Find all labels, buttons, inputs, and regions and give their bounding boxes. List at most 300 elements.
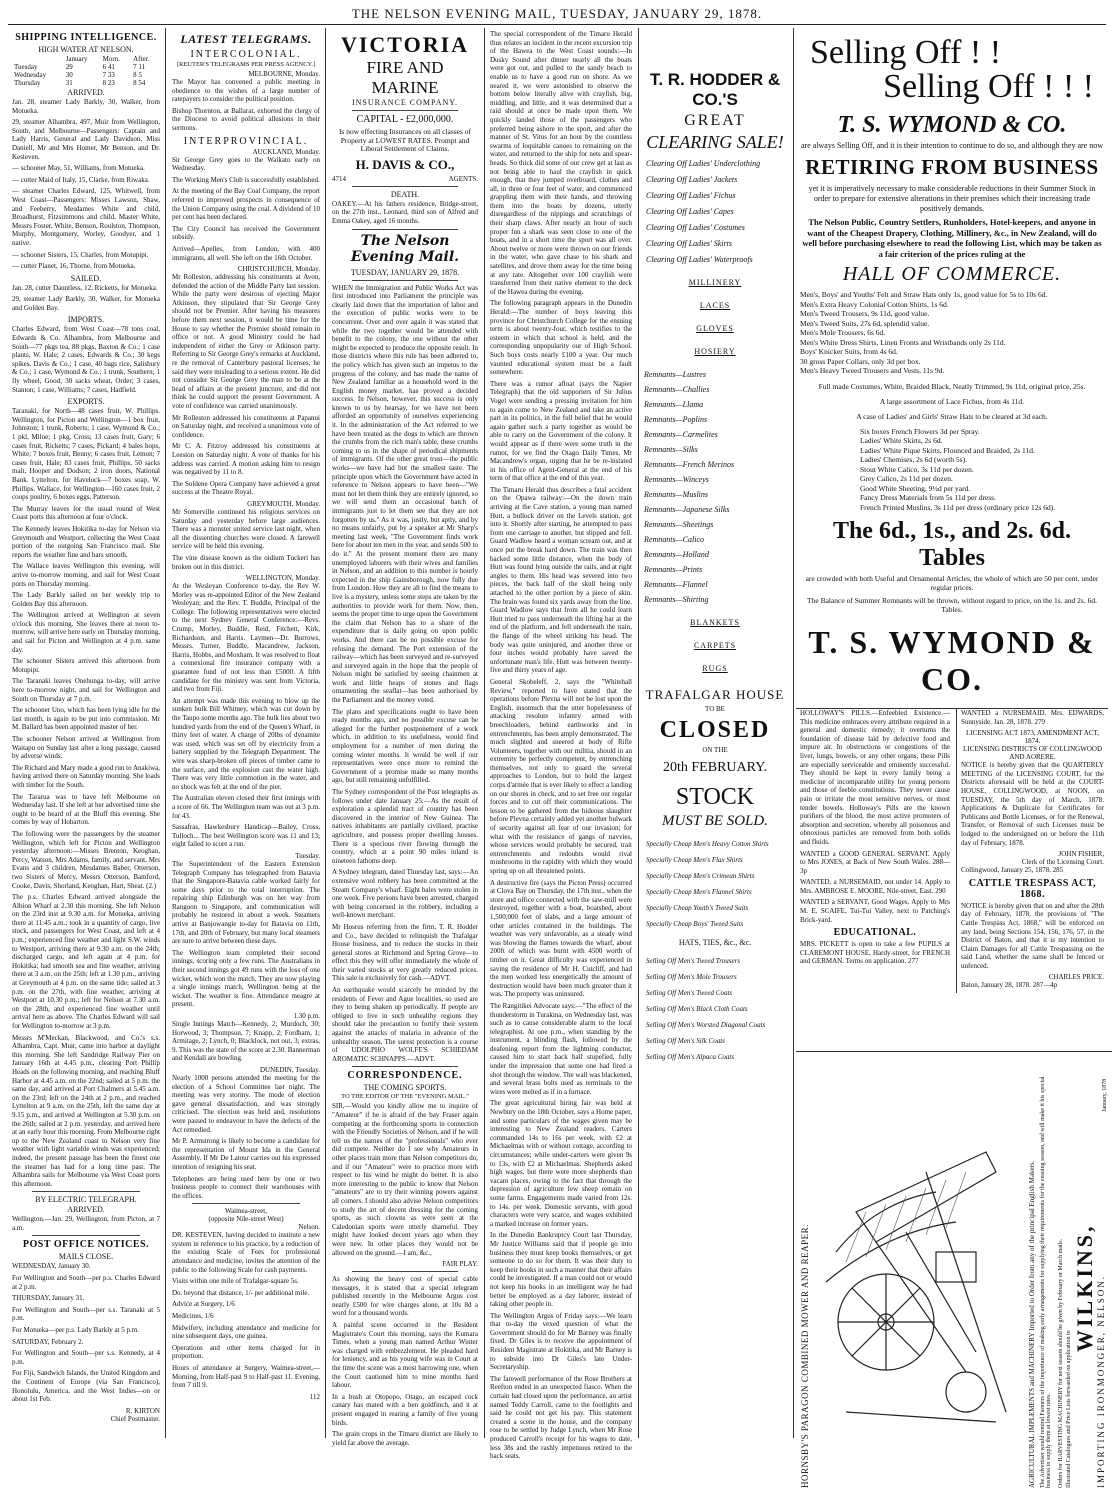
price-item: Men's Tweed Trousers, 9s 11d, good value. (800, 309, 930, 318)
shipping-heading: SHIPPING INTELLIGENCE. (15, 32, 157, 43)
price-item: Six boxes French Flowers 3d per Spray. (860, 426, 980, 436)
column-shipping (8, 30, 164, 1435)
address-town: Nelson. (298, 1223, 320, 1232)
closing-date: 20th FEBRUARY. (663, 760, 767, 775)
telegraph-arrived: ARRIVED. (67, 1205, 105, 1215)
pickett-ad: MRS. PICKETT is open to take a few PUPILS at CLAREMONT HOUSE, Hardy-street, for FRENCH and GERMAN. Terms on application. 277 (800, 940, 950, 966)
telegram-paragraph: The Wellington team completed their second innings, scoring only a few runs. The Australians in their second innings got 49 runs with the loss of one wicket, which won the match. They are now playing a single innings match, Wellington being at the wicket. The weather is fine. Attendance meagre at present. (172, 948, 320, 1009)
dateline: AUCKLAND, Monday. (252, 147, 320, 156)
arrived-heading: ARRIVED. (67, 88, 105, 97)
remnant-item: Remnants—Sheetings (644, 520, 714, 529)
telegram-paragraph: An attempt was made this evening to blow up the sunken hulk Bill Whitney, which was cut down by the Taupo some months ago. The hulk lies about two hundred yards from the end of the Queen's Wharf, in thirty feet of water. A charge of 20lbs of dynamite was used, which was set off by electricity from a battery supplied by the Telegraph Department. The wire was sharp-broken off pieces of timber came to the surface, and the explosion cast the water high. There was very little commotion in the water, and no shock was felt at the end of the pier. (172, 696, 320, 791)
lace-line: A large assortment of Lace Fichus, from 4s 11d. (879, 396, 1025, 406)
divider (32, 1235, 140, 1236)
fee-entry: Hours of attendance at Surgery, Waimea-street,—Morning, from Half-past 9 to Half-past 11. Evening, from 7 till 9. (172, 1364, 320, 1390)
wilkins-date: January, 1878 (1102, 1078, 1108, 1112)
remnant-item: Remnants—Challies (644, 385, 710, 394)
insurance-label: INSURANCE COMPANY. (351, 98, 459, 107)
fisher-signature: JOHN FISHER, (1058, 850, 1104, 859)
sailing-entry: 29, steamer Lady Barkly, 30, Walker, for Motueka and Golden Bay. (12, 295, 160, 312)
news-paragraph: There was a rumor afloat (says the Napier Telegraph) that the old supporters of Sir Julius Vogel were sending a pressing invitation for him to again come to New Zealand and take an active part in its politics, in the full belief that he would again gather such a party together as would be able to carry on the Government of the colony. It would appear as if there were some truth in the rumor, for we find the Otago Daily Times, Mr Macandrew's organ, urging that he be re-instated in his office of Agent-General at the end of his term of that office at the end of this year. (490, 379, 632, 483)
telegram-paragraph: At the Wesleyan Conference to-day, the Rev W. Morley was re-appointed Editor of the New Zealand Wesleyan; and the Rev. T. Buddle, Principal of the College. The following representatives were elected to the next Sydney General Conference:—Revs. Crump, Morley, Buddle, Reid, Fitchett, Kirk, Richardson, and Harris. Laymen—Dr. Burrows, Messrs. Turner, Buddle, Macandrew, Jackson, Harris, Hobbs, and Moxham. It was resolved to float a connexional fire insurance company with a guarantee fund of not less than £5000. A fifth candidate for the ministry was sent from Victoria, and two from Fiji. (172, 582, 320, 694)
sailed-heading: SAILED. (70, 273, 102, 283)
telegram-paragraph: Sir George Grey goes to the Waikato early on Wednesday. (172, 155, 320, 173)
clearing-sale-title: CLEARING SALE! (646, 132, 784, 152)
agents-line (332, 175, 478, 183)
clearing-list (644, 159, 786, 264)
stock-title: STOCK (675, 784, 755, 810)
dateline: GREYMOUTH, Monday. (247, 499, 320, 508)
divider (352, 110, 458, 111)
remnant-item: Remnants—Calico (644, 535, 704, 544)
post-list (12, 1262, 160, 1403)
post-entry: For Motueka—per p.s. Lady Barkly at 5 p.m. (12, 1326, 139, 1335)
to-be-label: TO BE (705, 705, 725, 713)
wanted-ad: WANTED, a NURSEMAID, not under 14. Apply to Mrs. AMBROSE E. MOORE, Nile-street, East. 290 (800, 878, 950, 895)
wanted-ad: WANTED a SERVANT, Good Wages. Apply to Mrs M. E. SCAIFE, Tui-Tui Valley, next to Patching's Brick-yard. (800, 898, 950, 924)
special-item: Specially Cheap Boys' Tweed Suits (646, 920, 744, 928)
price-item: Ladies' Chemises, 2s 6d (worth 5s). (860, 455, 967, 464)
telegram-paragraph: Mr Rolleston, addressing his constituents at Avon, defended the action of the Middle Party last session. While the party were desirous of ejecting Major Atkinson, they stipulated that Sir George Grey should not be Premier. After having his measures before them next session, it would be time for the House to say whether the Premier should remain in office or not. A good Ministry could be had independent of either the Grey or Atkinson party. Referring to Sir George Grey's remarks at Auckland, re the removal of Canterbury pastoral licenses, he said they were misleading to a serious extent. He did not consider Sir George Grey the man to be at the head of affairs at the present juncture, and did not think he could support the present Government. A vote of confidence was carried unanimously. (172, 273, 320, 410)
kesteven-ad: DR. KESTEVEN, having decided to institute a new system in reference to his practice, by a reduction of the existing Scale of Fees for professional attendance and medicine, invites the attention of the public to the following Scale for cash payments. (172, 1231, 320, 1274)
reaper-title: HORNSBY'S PARAGON COMBINED MOWER AND REAPER. (800, 1224, 810, 1488)
telegram-paragraph: The vine disease known as the oidium Tuckeri has broken out in this district. (172, 553, 320, 571)
selling-off-item: Selling Off Men's Black Cloth Coats (646, 1005, 748, 1013)
shipping-paragraph: The Kennedy leaves Hokitika to-day for Nelson via Greymouth and Westport, collecting the West Coast portion of the outgoing San Francisco mail. She reports the weather fine and bars smooth. (12, 524, 160, 559)
dateline: MELBOURNE, Monday. (248, 70, 320, 78)
wanted-ad: WANTED a GOOD GENERAL SERVANT. Apply to Mrs JONES, at Back of New South Wales. 288—3p (800, 849, 950, 875)
arrival-entry: — cutter Planet, 16, Thorne, from Motueka. (12, 262, 136, 271)
shipping-paragraph: The Richard and Mary made a good run to Anakiwa, having arrived there on Saturday morning. She loads with timber for the South. (12, 763, 160, 789)
clearing-item: Clearing Off Ladies' Skirts (646, 239, 732, 248)
wymond-intro: are always Selling Off, and it is their intention to continue to do so, and although they are now (800, 141, 1103, 150)
price-item: Stout White Calico, 3s 11d per dozen. (860, 464, 974, 474)
special-item: Specially Cheap Men's Flannel Shirts (646, 888, 752, 896)
post-sub: MAILS CLOSE. (58, 1252, 114, 1262)
category-item: HOSIERY (694, 347, 736, 356)
remnant-item: Remnants—French Merinos (644, 460, 735, 469)
costumes-line: Full made Costumes, White, Braided Black, Neatly Trimmed, 9s 11d, original price, 25s. (818, 381, 1086, 391)
telegram-paragraph: Sassafras, Hawkesbury Handicap—Bailey, Cross, Tulloch... The best Wellington score was 11 and 13; eight failed to score a run. (172, 823, 320, 849)
news-block (490, 30, 632, 1461)
insurance-body: Is now effecting Insurances on all classes of Property at LOWEST RATES. Prompt and Liberal Settlement of Claims. (338, 127, 472, 154)
agri-text-2: The Advertiser would remind Farmers of the importance of making early arrangements for supplying their requirements for the ensuing season, and will make it his special business to supply them at lowest rates. (1040, 1076, 1052, 1488)
remnant-item: Remnants—Flannel (644, 580, 708, 589)
educational-heading: EDUCATIONAL. (833, 927, 917, 939)
editorial-body (332, 284, 478, 1064)
tide-col-header: January (65, 55, 88, 63)
news-paragraph: The Wellington Argus of Friday says:—We learn that to-day the vexed question of what the Government should do for Mr Barney was finally fixed. Dr Giles is to receive the appointment of Resident Magistrate at Hokitika, and Mr Barney is to subside into Dr Giles's late Under-Secretaryship. (490, 1311, 632, 1372)
arrival-entry: — schooner May, 51, Williams, from Motueka. (12, 164, 145, 173)
shipping-paragraph: The Wellington arrived at Wellington at seven o'clock this morning. She leaves there at noon to-morrow, will arrive here early on Thursday morning, and sail for Picton and Wellington at 4 p.m. same day. (12, 611, 160, 654)
selling-off-title-2: Selling Off ! ! ! (883, 68, 1094, 105)
clearing-item: Clearing Off Ladies' Capes (646, 207, 734, 216)
divider (352, 1271, 458, 1272)
wilkins-name: WILKINS, (1072, 1223, 1097, 1352)
category-item: MILLINERY (688, 278, 742, 287)
tide-row: Tuesday 29 6 41 7 11 (14, 63, 146, 71)
dateline: DUNEDIN, Tuesday. (259, 1065, 320, 1074)
correspondence-to: TO THE EDITOR OF THE "EVENING MAIL." (341, 1093, 469, 1101)
tide-row: Wednesday 30 7 33 8 5 (14, 71, 142, 79)
clearing-item: Clearing Off Ladies' Underclothing (646, 159, 761, 168)
divider (192, 1203, 300, 1204)
news-block (172, 508, 320, 571)
telegram-paragraph: Bishop Thornton, at Ballarat, exhorted the clergy of the Diocese to avoid political allusions in their sermons. (172, 106, 320, 132)
capital-text: CAPITAL - £2,000,000. (356, 114, 454, 125)
column-divider (638, 28, 639, 1438)
category-item: CARPETS (693, 641, 737, 650)
remnant-item: Remnants—Lustres (644, 370, 706, 379)
telegrams-heading: LATEST TELEGRAMS. (180, 32, 312, 46)
shipping-paragraph: The Tararua was to have left Melbourne on Wednesday last. If she left at her advertised time she ought to be heard of at the Bluff this evening. She comes by way of Hobarton. (12, 792, 160, 827)
holloway-ad: HOLLOWAY'S PILLS.—Enfeebled Existence.—This medicine embraces every attribute required in a general and domestic remedy; it overturns the foundation of disease laid by defective food and impure air. In obstructions or congestions of the liver, lungs, bowels, or any other organs, these Pills are especially serviceable and eminently successful. They should be kept in every family being a medicine of incomparable utility for young persons and those of feeble constitutions. They never cause pain or irritate the most sensitive nerves, or most tender bowels. Holloway's Pills are the known purifiers of the blood, the most active promoters of absorption and secretion, whereby all poisonous and obnoxious particles are removed from both solids and fluids. (800, 709, 950, 846)
selling-off-item: Selling Off Men's Tweed Trousers (646, 957, 741, 965)
column-telegrams (168, 30, 324, 1435)
fisher-date: Collingwood, January 25, 1878. 285 (961, 866, 1064, 875)
news-block (172, 273, 320, 497)
selling-off-item: Selling Off Men's Silk Coats (646, 1037, 725, 1045)
editorial-paragraph: A Sydney telegram, dated Thursday last, says:—An extensive wool robbery has been committed at the Steam Company's wharf. Eight bales were stolen in one week. Five persons have been arrested, charged with being concerned in the robbery, including a well-known merchant. (332, 868, 478, 920)
news-paragraph: A destructive fire (says the Picton Press) occurred at Clova Bay on Thursday, the 17th inst., when the store and office connected with the saw-mill were destroyed, together with a boat, boatshed, about 1,500,000 feet of slabs, and a large amount of other articles contained in the buildings. The weather was very unfavorable, as a steady wind was blowing the flames towards the wharf, about 200ft of which was burnt with 4500 worth of timber on it. Great difficulty was experienced in saving the residence of Mr H. Cutcliff, and had the men worked less energetically the amount of destruction would have been much greater than it was. The property was uninsured. (490, 878, 632, 999)
agri-text: AGRICULTURAL IMPLEMENTS and MACHINERY Imported to Order from any of the principal English Makers. (1028, 1160, 1036, 1488)
price-list (800, 427, 1104, 513)
news-paragraph: The special correspondent of the Timaru Herald thus relates an incident in the recent excursion trip of the Hawea to the West Coast sounds:—In Dusky Sound after dinner nearly all the boats were got out, and pulled to the sandy beach to enable us to have a good run on shore. As we neared it, we were astonished to observe the bottom below literally alive with crayfish, big, middling, and little, and it was determined that a raid should at once be made upon them. We quickly landed those of the passengers who preferred being ashore to the sport, and after the manner of St. Vitus for an hour by the countless swarms of loquitable canoes to remaining on the water, and returned to the ship for nets and spear-heads. So thick did some of our crew get at last as not being able to haul the crayfish in quick enough, that they jumped overboard, clothes and all, in three or four feet of water, and commenced grappling them with their hands, and throwing them into the boats by dozens, utterly disregardless of the nippings and scratchings of their sharp claws. After nearly an hour of such proper fun a shark was seen close to one of the boats, and in a short time the sport was all over. About twelve or more were thrown on our friends in the water, who gave chase to his shark and satellites, and drove them away for the time being at any rate. Altogether over 100 crayfish were transferred from their native element to the deck of the Hawea during the evening. (490, 30, 632, 296)
remnant-item: Remnants—Muslins (644, 490, 708, 499)
great-label: GREAT (684, 112, 746, 129)
price-item: French Printed Muslins, 3s 11d per dress (ordinary price 12s 6d). (860, 502, 1056, 512)
correspondence-sub: THE COMING SPORTS. (363, 1083, 447, 1093)
hats-line: A case of Ladies' and Girls' Straw Hats to be cleared at 3d each. (856, 411, 1048, 421)
dateline: WELLINGTON, Monday. (245, 574, 320, 583)
fee-entry: Operations and other items charged for in proportion. (172, 1343, 320, 1361)
shipping-paragraph: The schooner Uno, which has been lying idle for the last month, is again to be put into commission. Mr M. Ballard has been appointed master of her. (12, 706, 160, 732)
column-divider (793, 28, 794, 1438)
news-paragraph: The great agricultural hiring fair was held at Newbury on the 18th October, says a Home paper, and some particulars of the wages given may be interesting to New Zealand readers. Carters commanded 14s to 16s per week, with £2 at Michaelmas with or without cottage, according to circumstances; while under-carters were given 9s to 13s, with £2 at Michaelmas. Shepherds asked high wages, but there were more shepherds than vacant places, owing to the fact that through the depression of agriculture few sheep remain on some farms. Engagements made varied from 12s. to 14s. per week. Domestic servants, with good characters were very scarce, and wages exhibited a marked increase on former years. (490, 1099, 632, 1228)
selling-off-item: Selling Off Men's Tweed Coats (646, 989, 733, 997)
editorial-paragraph: WHEN the Immigration and Public Works Act was first introduced into Parliament the principle was clearly laid down that the importation of labor and the execution of public works were to be concurrent. Over and over again it was stated that while the two together would be attended with benefit to the colony, the one without the other might be expected to produce the opposite result. In those districts where this rule has been adhered to, the policy which has given such an impetus to the progress of the colony, and has made the name of New Zealand familiar as a household word in the English money market, has proved a decided success. In Nelson, however, this success is only known to us by hearsay, for we have not been afforded an opportunity of ourselves experiencing it. In the administration of the Act referred to we have been treated as the dogs to which are thrown the crumbs from the rich man's table, these crumbs coming to us in the shape of periodical shipments of immigrants. Of the other great trust—the public works—we have had but the smallest taste. The principle upon which the Government have acted in reference to Nelson appears to have been—"We must not let them think they are entirely ignored, so we will send them an occasional batch of immigrants just to let them see that they are not forgotten by us." As it was, justly, but aptly, and by no means unfairly, put by a speaker at Mr Sharp's meeting last week, "The Government finds work here for about ten men in the year, and sends 500 to do it." At the present moment there are many unemployed laborers with their wives and families in Nelson, and an addition to this number is hourly expected in the ship Gainsborough, now fully due from London. How they are all to find the means to live is a mystery, unless some steps are taken by the authorities to provide work for them. Now, then, seems the proper time to urge upon the Government the claim that Nelson has to a share of the expenditure that is daily going on upon public works. And there can be no possible excuse for refusing the demand. The Port extension of the railway—which has been surveyed and re-surveyed and surveyed again in the hope that the people of Nelson might be satisfied by seeing chainmen at work and little heaps of stones and flags ornamenting the seaflat—has been authorised by the Parliament and the money voted. (332, 283, 478, 705)
telegram-paragraph: The Superintendent of the Eastern Extension Telegraph Company has telegraphed from Batavia that the Singapore-Batavia cable worked fairly for some days prior to the total interruption. The repairing ship Edinburgh was on her way from Rangoon to Singapore, and communication will probably be restored in about a week. Steamers arrive at Banjowangie to-day for Batavia on 11th, 17th, and 20th of February, but many local steamers are sure to arrive between these days. (172, 859, 320, 946)
public-notice: The Nelson Public, Country Settlers, Runholders, Hotel-keepers, and anyone in want of the Cheapest Drapery, Clothing, Millinery, &c., in New Zealand, will do well before purchasing elsewhere to read the following List, which may be taken as a fair criterion of the prices ruling at the (802, 217, 1102, 259)
telegram-paragraph: The Mayor has convened a public meeting in obedience to the wishes of a large number of ratepayers to consider the political position. (172, 78, 320, 104)
fee-entry: Advice at Surgery, 1/6 (172, 1300, 235, 1309)
telegram-paragraph: The City Council has received the Government subsidy. (172, 224, 320, 242)
remnant-item: Remnants—Poplins (644, 415, 708, 424)
divider (352, 1066, 458, 1067)
hall-of-commerce: HALL OF COMMERCE. (842, 263, 1062, 285)
news-paragraph: In the Dunedin Bankruptcy Court last Thursday, Mr Justice Williams said that if people go into business they must keep books themselves, or get someone to do so for them. It was their duty to keep their books in such a manner that their affairs could be investigated. If a man could not or would not keep his books in an intelligent way he had better be employed as a day laborer, instead of taking other people in. (490, 1231, 632, 1309)
clearing-item: Clearing Off Ladies' Fichus (646, 191, 736, 200)
divider (32, 1191, 140, 1192)
news-paragraph: The farewell performance of the Rose Brothers at Reefton ended in an unexpected fiasco. When the curtain had closed upon the performance, an artist named Teddy Carroll, came to the footlights and said he could not get his pay. This statement created a scene in the house, and the company rose to be settled by Judge Lynch, when Mr Rose produced Carroll's receipt for his wages to date, less 38s and the rashly impetuous retired to the back seats. (490, 1374, 632, 1461)
price-signature: CHARLES PRICE. (1048, 973, 1104, 982)
letter-signature: FAIR PLAY. (442, 1260, 478, 1269)
hats-ties: HATS, TIES, &c., &c. (678, 938, 752, 947)
telegram-paragraph: Single Innings Match—Kennedy, 2; Murdoch, 30; Horwood, 3; Thompson, 7; Knapp, 2; Fordham, 1; Armitage, 2; Lynch, 0; Blacklock, not out, 3; extras, 9. This was the state of the score at 2.30. Bannerman and Kendall are bowling. (172, 1020, 320, 1063)
editorial-paragraph: The plans and specifications ought to have been ready months ago, and no possible excuse can be alleged for the further postponement of a work which, in addition to its usefulness, would find employment for a number of men during the coming winter months. It would be well if our representatives were once more to remind the Government of a promise made so many months ago, but still remaining unfulfilled. (332, 707, 478, 785)
news-block (172, 1074, 320, 1172)
dateline: 1.30 p.m. (293, 1012, 320, 1020)
editorial-paragraph: Mr Hosrus referring from the firm, T. R. Hodder and Co., have decided to relinquish the Trafalgar House business, and to reduce the stocks in their general stores at Richmond and Spring Grove—to effect this they will offer immediately the whole of their varied stocks at very greatly reduced prices. This sale is exclusively for cash.—ADVT. (332, 922, 478, 983)
exports-heading: EXPORTS. (67, 397, 105, 407)
arrival-entry: — cutter Maid of Italy, 15, Clarke, from Riwaka. (12, 175, 150, 184)
on-the-label: ON THE (702, 746, 728, 754)
fee-entry: Midwifery, including attendance and medicine for nine subsequent days, one guinea. (172, 1323, 320, 1341)
news-paragraph: In a bush at Otopopo, Otago, an escaped cock canary has mated with a hen goldfinch, and it at present engaged in rearing a family of five young birds. (332, 1392, 478, 1427)
telegram-paragraph: Mr C. A. Fitzroy addressed his constituents at Leeston on Saturday night. A vote of thanks for his address was carried. A motion asking him to resign was negatived by 11 to 8. (172, 442, 320, 477)
agents-label: AGENTS. (448, 174, 478, 183)
paper-date: TUESDAY, JANUARY 29, 1878. (350, 267, 460, 277)
shipping-paragraph: The Taranaki leaves Onehunga to-day, will arrive here to-morrow night, and sail for Wellington and South on Thursday at 7 p.m. (12, 677, 160, 703)
fee-entry: Medicines, 1/6 (172, 1312, 214, 1321)
address: Waimea-street, (225, 1207, 267, 1216)
agri-text-3: Orders for HARVESTING MACHINERY for next season should be given by February or March mails. (1058, 1238, 1064, 1488)
category-list (644, 618, 786, 673)
column-divider (325, 28, 326, 1438)
shipping-paragraph: The Lady Barkly sailed on her weekly trip to Golden Bay this afternoon. (12, 591, 160, 608)
selling-off-item: Selling Off Men's Worsted Diagonal Coats (646, 1021, 766, 1029)
must-be-sold: MUST BE SOLD. (662, 813, 768, 829)
selling-off-item: Selling Off Men's Alpaca Coats (646, 1053, 735, 1061)
category-item: GLOVES (696, 324, 734, 333)
licensing-body: NOTICE is hereby given that the QUARTERLY MEETING of the LICENSING COURT, for the Districts aforesaid will be held at the COURT-HOUSE, COLLINGWOOD, at NOON, on TUESDAY, the 5th day of March, 1878. Applications & Duplicate for Certificates for Publicans and Bottle Licenses, or for the Renewal, Transfer, or Removal of such Licenses must be lodged to the undersigned on or before the 11th day of February, 1878. (961, 761, 1104, 847)
price-item: Grey Calico, 2s 11d per dozen. (860, 474, 953, 483)
post-entry: For Wellington and South—per s.s. Taranaki at 5 p.m. (12, 1305, 160, 1323)
selling-off-list (644, 957, 786, 1061)
price-date: Baton, January 28, 1878. 287—4p (961, 981, 1058, 990)
news-block (172, 860, 320, 1009)
news-paragraph: Telephones are being used here by one or two business people to connect their warehouses with the offices. (172, 1174, 320, 1200)
special-item: Specially Cheap Men's Flax Shirts (646, 856, 743, 864)
news-block (172, 156, 320, 263)
telegram-paragraph: Mr Rolleston addressed his constituents at Papanui on Saturday night, and received a unanimous vote of confidence. (172, 413, 320, 439)
remnant-item: Remnants—Prints (644, 565, 703, 574)
tide-row: Thursday 31 8 23 8 54 (14, 79, 146, 87)
price-item: 30 gross Paper Collars, only 3d per box. (800, 356, 921, 366)
category-item: LACES (699, 301, 731, 310)
post-entry: WEDNESDAY, January 30. (12, 1262, 91, 1271)
right-small-ads (956, 709, 1104, 993)
remnant-item: Remnants—Holland (644, 550, 709, 559)
fee-entry: Visits within one mile of Trafalgar-square 5s. (172, 1277, 299, 1286)
tide-col-header: After. (133, 55, 150, 63)
remnant-item: Remnants—Llama (644, 400, 704, 409)
interprovincial-heading: INTERPROVINCIAL. (183, 135, 309, 147)
arrival-entry: — steamer Charles Edward, 125, Whitwell, from West Coast—Passengers: Misses Lawson, Shaw, and Feeberry, Mesdames White and child, Broadhurst, Fitzsimmons and child, Master White, Messrs Foster, White, Benson, Roulston, Thompson, Murphy, Montgomery, Worley, Goodyer, and 1 native. (12, 187, 160, 247)
price-item: Good White Sheeting, 9½d per yard. (860, 483, 971, 493)
clearing-item: Clearing Off Ladies' Waterproofs (646, 255, 753, 264)
price-item: Boys' Knicker Suits, from 4s 6d. (800, 347, 898, 356)
news-paragraph: The Rangitikei Advocate says:—"The effect of the thunderstorm in Turakina, on Wednesday last, was such as to cause considerable alarm to the local telegraphist. At one p.m., when standing by the instrument, a blinding flash, followed by the deafening report from the lightning conductor, caused him to start back half stupefied, fully under the impression that some one had fired a shot through the window. The wall was blackened, and several brass bolts used as terminals to the wires were melted as if in a furnace. (490, 1001, 632, 1096)
correspondence-heading: CORRESPONDENCE. (347, 1070, 463, 1082)
telegram-paragraph: The Australian eleven closed their first innings with a score of 66. The Wellington team was out at 3 p.m. for 43. (172, 794, 320, 820)
telegram-paragraph: The Working Men's Club is successfully established. (172, 175, 320, 184)
telegram-paragraph: Nearly 1000 persons attended the meeting for the election of a School Committee last night. The meeting was very stormy. The mode of election gave general dissatisfaction, and was strongly criticised. The election was held and, resolutions were passed to endeavour to have the defects of the Act remedied. (172, 1073, 320, 1134)
price-item: Fancy Dress Materials from 5s 11d per dress. (860, 493, 996, 502)
post-signature-title: Chief Postmaster. (110, 1414, 160, 1423)
intercolonial-heading: INTERCOLONIAL. (190, 49, 302, 60)
special-item: Specially Cheap Men's Heavy Cotton Shirts (646, 840, 769, 848)
column-wymond-ad (796, 30, 1108, 1488)
special-item: Specially Cheap Youth's Tweed Suits (646, 904, 749, 912)
clearing-item: Clearing Off Ladies' Costumes (646, 223, 745, 232)
remnant-item: Remnants—Japanese Silks (644, 505, 730, 514)
death-heading: DEATH. (390, 189, 420, 199)
trafalgar-title: TRAFALGAR HOUSE (645, 687, 785, 702)
post-entry: For Wellington and South—per p.s. Charles Edward at 2 p.m. (12, 1274, 160, 1291)
shipping-paragraph: The Murray leaves for the usual round of West Coast ports this afternoon at four o'clock. (12, 504, 160, 522)
remnants-list (644, 370, 786, 604)
telegram-paragraph: The Soldene Opera Company have achieved a great success at the Theatre Royal. (172, 479, 320, 497)
post-entry: SATURDAY, February 2. (12, 1337, 84, 1346)
agent-name: H. DAVIS & CO., (355, 156, 455, 172)
death-notice: OAKEY.—At his fathers residence, Bridge-street, on the 27th inst., Leonard, third son of Alfred and Emma Oakey, aged 16 months. (332, 199, 478, 225)
wanted-ads (800, 850, 950, 925)
price-item: Men's Heavy Tweed Trousers and Vests, 11s 9d. (800, 366, 945, 375)
imports-text: Charles Edward, from West Coast—78 tons coal, Edwards & Co. Alhambra, from Melbourne and South—77 pkgs tea, 88 pkgs, Baxton & Co.; 1 case plants, W. Hale; 2 cases, Edwards & Co.; 30 kegs spikes, Davis & Co.; 1 case, 40 bags rice, Salisbury & Co.; 1 case, Wymond & Co.; 1 trunk, Southern; 1 fly wheel, Good; 30 sacks wheat, Order; 3 cases, Stanton; 1 case, Williams; 7 cases, Hadfield. (12, 325, 160, 394)
agri-text-4: Illustrated Catalogues and Price Lists forwarded on application to (1066, 1330, 1072, 1488)
news-paragraph: The following paragraph appears in the Dunedin Herald:—The number of boys leaving this province for Christchurch College for the ensuing term is about twenty-four, which testifies to the esteem in which that school is held, and the corresponding unpopularity our of High School. Such boys costs nearly £100 a year. Our much vaunted educational system must be a fault somewhere. (490, 299, 632, 377)
news-paragraph: As showing the heavy cost of special cable messages, it is stated that a special telegram published recently in the Melbourne Argus cost nearly £500 for wire charges alone, at 10s 8d a word for a thousand words. (332, 1275, 478, 1318)
masthead: THE NELSON EVENING MAIL, TUESDAY, JANUARY 29, 1878. (351, 6, 763, 21)
editorial-paragraph: An earthquake would scarcely be minded by the residents of Fever and Ague localities, so used are they to being shaken up periodically. If people are obliged to live in such unhealthy regions they should take the precaution to fortify their system against the attacks of malaria in advance of the unhealthy season. The surest protection is a course of UDOLPHO WOLFE'S SCHIEDAM AROMATIC SCHNAPPS.—ADVT. (332, 986, 478, 1063)
editorial-paragraph: The Sydney correspondent of the Post telegraphs as follows under date January 25:—As the result of exploration a splendid tract of country has been discovered in the interior of New Guinea. The natives inhabitants are partially civilised, practise agriculture, and possess proper dwelling houses. There is a specious river flowing through the country, which at a point 90 miles inland is nineteen fathoms deep. (332, 788, 478, 865)
arrival-entry: 29, steamer Alhambra, 497, Muir from Wellington, South, and Melbourne—Passengers: Captain and Lady Harris, General and Lady Davidson, Miss Daniell, Mr and Mrs Homer, Mr Benson, and Dr. Kesteven. (12, 118, 160, 161)
post-entry: THURSDAY, January 31. (12, 1294, 85, 1303)
fire-marine-title: FIRE AND MARINE (366, 58, 444, 97)
news-block (172, 582, 320, 849)
letter-body: SIR,—Would you kindly allow me to inquire of "Amateur" if he is afraid of the bay Fraser again competing at the forthcoming sports in connection with the Friendly Societies of Nelson, and if he will tell us the names of the "professionals" who ever did compete. Neither do I see why Amateurs in other places train more than Nelson competitors do, and if our "Amateur" were to practice more with respect to his wind he might do better. It is also more interesting to the public to know that Nelson "amateurs" are to try their winning powers against all comers. I should also advise Nelson competitors to study the art of decent dressing for the coming sports, as such clowns as were seen at the Caledonian sports were utterly shameful. They might have looked decent years ago when they were new. In other places they would not be allowed on the ground.—I am, &c., (332, 1102, 478, 1257)
left-small-ads (800, 709, 950, 969)
tide-heading: HIGH WATER AT NELSON. (38, 45, 134, 54)
news-paragraph: The grain crops in the Timaru district are likely to yield far above the average. (332, 1430, 478, 1447)
clearing-item: Clearing Off Ladies' Jackets (646, 175, 738, 184)
news-paragraph: General Skobeleff, 2, says the "Whitehall Review," reported to have stated that the operations before Plevna will not be lost upon the English, insomuch that the utter hopelessness of attacking resolute infantry armed with breechloaders, behind earthworks and in entrenchments, has been amply demonstrated. The much slighted and sneered at body of Rifle Volunteers, together with our militia, should in an extremity be perfectly competent, by entrenching themselves, not only to guard the several approaches to London, but to hold the largest corps d'armée that is ever likely to effect a landing on our shores in check, and to set free our regular forces and to cut off their communications. The lesson to be gathered from the hideous slaughter before Plevna certainly added yet another bulwark of security against all fear of our invasion; for what with the resistance of gangs of navvies, whose services would probably be secured, trait entrenchments and redoubts would rival mushrooms in the rapidity with which they would spring up on all threatened points. (490, 677, 632, 875)
hodder-title: T. R. HODDER & CO.'S (649, 70, 781, 109)
licensing-district: LICENSING DISTRICTS OF COLLINGWOOD AND AORERE. (962, 745, 1103, 762)
tables-sub: are crowded with both Useful and Ornamental Articles, the whole of which are 50 per cent. under regular prices. (805, 574, 1099, 592)
arrival-entry: — schooner Sisters, 15, Charles, from Motupipi. (12, 250, 149, 259)
shipping-paragraph: The schooner Sisters arrived this afternoon from Motupipi. (12, 657, 160, 674)
sailing-entry: Jan. 28, cutter Dauntless, 12, Ricketts, for Motueka. (12, 283, 158, 292)
shipping-paragraph: The p.s. Charles Edward arrived alongside the Albion Wharf at 2.30 this morning. She left Nelson on the 23rd inst at 9.30 a.m. for Motueka, arriving there at 11:45 a.m.; took in a quantity of cargo, live stock, and passengers for West Coast, and left at 4 p.m.; experienced fine weather and light S.W. winds to Westport, arriving there at 9.30 a.m. on the 24th; discharged cargo, and left again at 4 p.m. for Hokitika; had smooth sea and fine weather, arriving there at 3 a.m. on the 25th; left at 1.30 p.m., arriving at Greymouth at 4 p.m. on the same tide; sailed at 3 p.m. on the 27th, with fine weather, arriving at Westport at 10.30 p.m.; left for Nelson at 7.30 a.m. on the 28th, and experienced fine weather until arrival here as above. The Charles Edward will sail for Wellington to-morrow at 3 p.m. (12, 893, 160, 1030)
telegram-paragraph: Mr Somerville continued his religious services on Saturday and yesterday before large audiences. There was a monster united service last night, when all the dissenting churches were closed. A farewell service will be held this evening. (172, 507, 320, 551)
category-item: BLANKETS (690, 618, 740, 627)
reuter-note: [REUTER'S TELEGRAMS PER PRESS AGENCY.] (176, 61, 316, 68)
shipping-news (12, 505, 160, 1189)
licensing-heading: LICENSING ACT 1873, AMENDMENT ACT, 1874. (965, 729, 1099, 746)
closed-title: CLOSED (659, 717, 771, 743)
telegraph-item: Wellington.—Jan. 29, Wellington, from Picton, at 7 a.m. (12, 1215, 160, 1232)
header-rule (8, 24, 1106, 25)
balance-line: The Balance of Summer Remnants will be thrown, without regard to price, on the 1s. and 2s. 6d. Tables. (807, 596, 1097, 614)
fisher-title: Clerk of the Licensing Court. (1021, 858, 1104, 867)
arrival-entry: Jan. 28, steamer Lady Barkly, 30, Walker, from Motueka. (12, 98, 160, 115)
column-editorial (328, 30, 482, 1447)
category-list (644, 278, 786, 356)
column-divider (484, 28, 485, 1438)
telegraph-heading: BY ELECTRIC TELEGRAPH. (35, 1195, 137, 1205)
tables-title: The 6d., 1s., and 2s. 6d. Tables (832, 518, 1072, 571)
divider (352, 186, 458, 187)
exports-text: Taranaki, for North—48 cases fruit, W. Phillips. Wellington, for Picton and Wellington—1 box fruit, Johnston; 1 trunk, Roberts; 1 case, Wymond & Co.; 1 pkl, Milne; 1 pkg, Cross; 13 cases fruit, Gary; 6 cases fruit, Ricketts; 7 cases, Pickard; 4 bales hops, White; 7 boxes fruit, Benny; 6 cases fruit, Lemon; 7 cases fruit, Hale; 83 cases fruit, Phillips, 50 sacks malt, Hooper and Dodson; 2 iron doors, National Bank. Lyttelton, for Havelock—7 boxes soap, W. Phillips. Wallace, for Wellington—160 cases fruit, 2 coops poultry, 6 boxes eggs, Patterson. (12, 407, 160, 502)
divider (352, 280, 458, 281)
cattle-heading: CATTLE TRESPASS ACT, 1868. (968, 877, 1097, 900)
fee-list (172, 1277, 320, 1390)
column-news (486, 30, 636, 1461)
telegram-paragraph: At the meeting of the Bay Coal Company, the report referred to improved prospects in consequence of the Union Company using the coal. A dividend of 10 per cent has been declared. (172, 187, 320, 222)
post-entry: For Wellington and South—per s.s. Kennedy, at 4 p.m. (12, 1349, 160, 1366)
shipping-paragraph: The schooner Nelson arrived at Wellington from Waitapu on Sunday last after a long passage, caused by adverse winds. (12, 735, 160, 761)
reaper-ad (796, 1051, 1112, 1492)
dateline: CHRISTCHURCH, Monday. (237, 265, 320, 274)
shipping-paragraph: Messrs M'Meckan, Blackwood, and Co.'s s.s. Alhambra, Capt. Muir, came into harbor at daylight this morning. She left Sandridge Railway Pier on January 16th at 4.45 p.m., clearing Port Phillip Heads on the following morning, and reaching Bluff Harbor at 4.45 a.m. on the 22nd; sailed at 5 p.m. the same day, and arrived at Port Chalmers at 5.45 a.m. on the 23rd; left on the 24th at 2 p.m., and reached Lyttelton at 9 a.m. on the 25th, left the same day at 9.15 p.m., and arrived at Wellington at 5.30 p.m. on the 26th; sailed at 2 p.m. yesterday, and arrived here at an early hour this morning. From Melbourne right up to the New Zealand coast to Nelson very fine weather with light variable winds was experienced; indeed, the present passage has been the finest one the steamer has had for a long time past. The Alhambra sails for Melbourne via West Coast ports this afternoon. (12, 1033, 160, 1188)
shipping-paragraph: The following were the passengers by the steamer Wellington, which left for Picton and Wellington yesterday afternoon:—Misses Brenton, Keoghan, Percy, Watson, Mrs Adams, family, and servant, Mrs Evans and 3 children, Mesdames Baber, Otterson, two Sisters of Mercy, Messrs Otterson, Bamford, Cooke, Davis, Shorland, Keoghan, Hart, Sheat. (2.) (12, 829, 160, 890)
wymond-banner: T. S. WYMOND & CO. (808, 624, 1096, 697)
post-entry: For Fiji, Sandwich Islands, the United Kingdom and the Continent of Europe (via San Francisco), Honolulu, America, and the West Indies—on or about 1st Feb. (12, 1369, 160, 1404)
nursemaid-ad: WANTED a NURSEMAID. Mrs. EDWARDS, Sunnyside. Jan. 28, 1878. 279 (961, 709, 1104, 726)
victoria-title: VICTORIA (340, 32, 470, 57)
remnant-item: Remnants—Shirting (644, 595, 709, 604)
ad-number: 112 (309, 1392, 320, 1401)
price-item: Men's Mole Trousers, 6s 6d. (800, 328, 886, 337)
reaper-illustration (816, 1112, 1016, 1442)
tide-table (12, 55, 160, 87)
column-hodder-ad (640, 30, 790, 1435)
price-item: Men's Extra Heavy Colonial Cotton Shirts, 1s 6d. (800, 299, 949, 309)
price-item: Ladies' White Pique Skirts, Flounced and Braided, 2s 11d. (860, 445, 1035, 455)
sailed-list (12, 284, 160, 313)
news-block (172, 78, 320, 133)
imports-heading: IMPORTS. (67, 315, 105, 325)
shipping-paragraph: The Wallace leaves Wellington this evening, will arrive to-morrow morning, and sail for West Coast ports on Thursday morning. (12, 562, 160, 588)
telegram-paragraph: Mr P. Armstrong is likely to become a candidate for the representation of Mount Ida in the General Assembly. If Mr De Latour carries out his expressed intention of resigning his seat. (172, 1137, 320, 1171)
special-item: Specially Cheap Men's Crimean Shirts (646, 872, 755, 880)
wymond-title: T. S. WYMOND & CO. (837, 112, 1067, 138)
cattle-body: NOTICE is hereby given that on and after the 28th day of February, 1878, the provisions of "The Cattle Trespass Act, 1868," will be enforced on any land, being Sections 154, 156, 176, 57, in the District of Baton, and that it is my intention to Claim Damages for all Cattle Trespassing on the said Land, whether the same shall be fenced or unfenced. (961, 901, 1104, 970)
importing-label: IMPORTING IRONMONGER, NELSON. (1096, 1275, 1106, 1488)
price-item: Men's, Boys' and Youths' Felt and Straw Hats only 1s, good value for 5s to 10s 6d. (800, 290, 1048, 299)
news-paragraph: The Timaru Herald thus describes a fatal accident on the Opawa railway:—On the down train arriving at the Cave station, a young man named Hutt, a bullock driver on the Levels station, got into it. Shortly after starting, he attempted to pass from one carriage to another, but slipped and fell. Guard Wadlow heard a woman scream out, and at once put the break hard down. The train was then backed some little distance, when the body of Hutt was found lying outside the rails, and at right angles to them. His head was severed into two pieces, the back half of the skull being only attached to the other portion by a piece of skin. The brain was found six yards away from the line. Guard Wadlow says that from all he could learn Hutt tried to pass underneath the lifting bar at the end of the platform, and fell underneath the train, the flange of the wheel striking his head. The body was quite uninjured, and another three or four inches would probably have saved the unfortunate man's life. Hutt was between twenty-five and thirty years of age. (490, 485, 632, 675)
selling-off-item: Selling Off Men's Mole Trousers (646, 973, 737, 981)
retiring-title: RETIRING FROM BUSINESS (805, 155, 1099, 179)
news-block (172, 1020, 320, 1063)
fee-entry: Do. beyond that distance, 1/- per additional mile. (172, 1288, 310, 1297)
paper-title: The Nelson Evening Mail. (350, 232, 460, 265)
telegram-paragraph: Arrived—Apelles, from London, with 400 immigrants, all well. She left on the 16th October. (172, 244, 320, 262)
remnant-item: Remnants—Silks (644, 445, 698, 454)
price-item: Men's White Dress Shirts, Linen Fronts and Wristbands only 2s 11d. (800, 337, 1006, 347)
post-signature: R. KIRTON (125, 1406, 160, 1415)
remnant-item: Remnants—Carmelites (644, 430, 718, 439)
news-paragraph: A painful scene occurred in the Resident Magistrate's Court this morning, says the Kumara Times, when a young man named Arthur Winter was charged with embezzlement. He pleaded hard for leniency, and as his young wife was in Court at the time the scene was a most harrowing one, when the Court cautioned him to mine months hard labour. (332, 1321, 478, 1390)
selling-off-title: Selling Off ! ! (810, 34, 1002, 71)
divider (352, 229, 458, 230)
post-heading: POST OFFICE NOTICES. (22, 1239, 150, 1251)
special-list (644, 840, 786, 928)
news-block (332, 1275, 478, 1447)
column-divider (165, 28, 166, 1438)
address-note: (opposite Nile-street West) (208, 1215, 284, 1224)
category-item: RUGS (702, 664, 728, 673)
price-item: Men's Tweed Suits, 27s 6d, splendid value. (800, 318, 930, 328)
dateline: Tuesday. (295, 851, 320, 860)
ad-number: 4714 (332, 174, 346, 183)
arrived-list (12, 98, 160, 271)
tide-col-header: Morn. (102, 55, 120, 63)
remnant-item: Remnants—Winceys (644, 475, 709, 484)
price-item: Ladies' White Skirts, 2s 6d. (860, 436, 943, 445)
